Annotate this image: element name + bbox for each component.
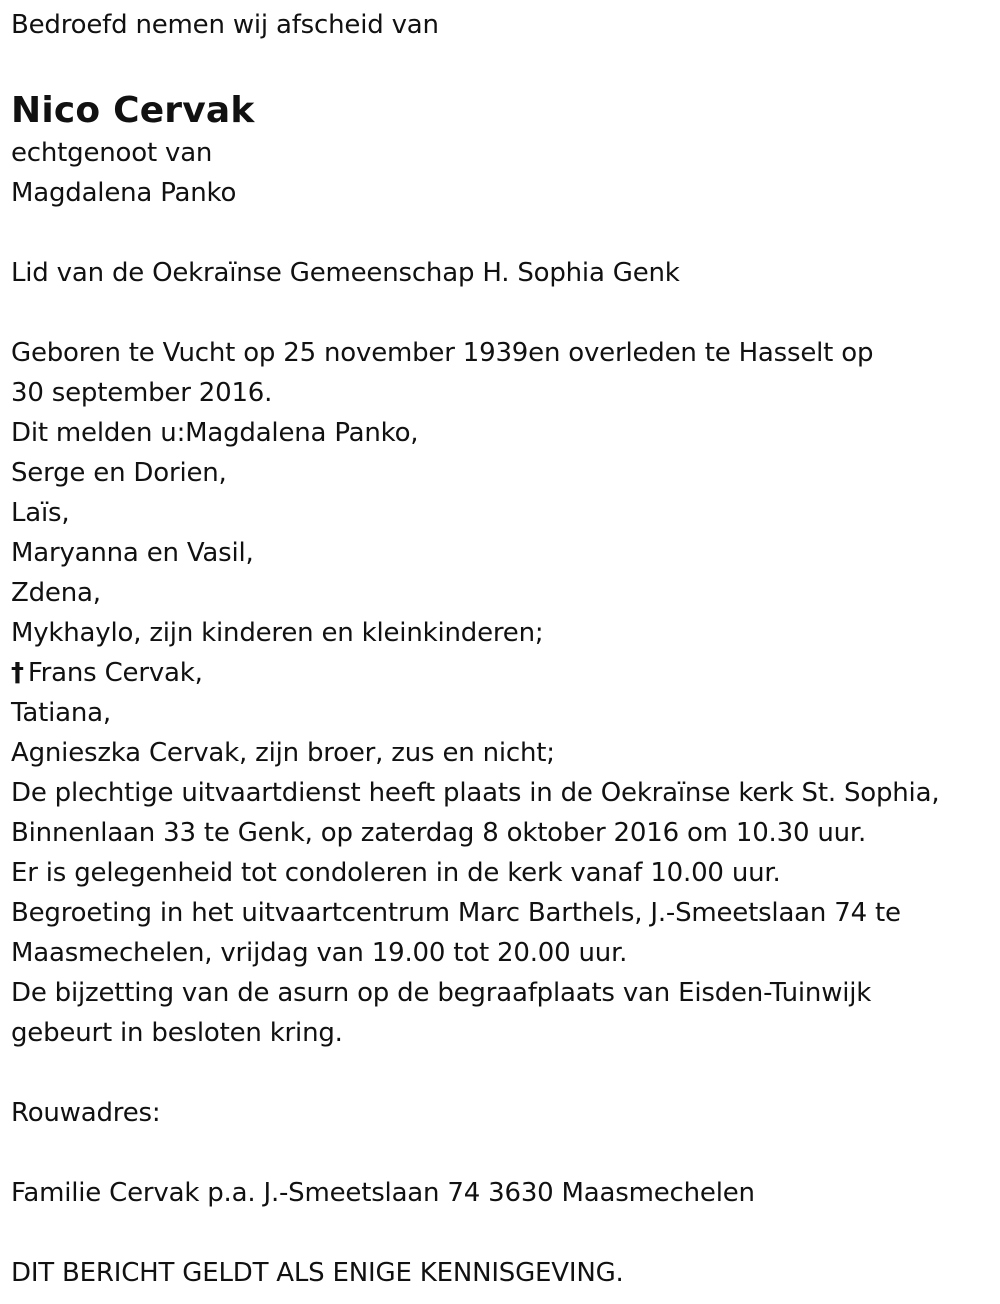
spacer	[11, 213, 991, 253]
deceased-relative-name: Frans Cervak,	[27, 658, 203, 688]
spouse-name: Magdalena Panko	[11, 178, 237, 208]
spacer	[11, 1133, 991, 1173]
notice-text: DIT BERICHT GELDT ALS ENIGE KENNISGEVING.	[11, 1258, 624, 1288]
spouse-label: echtgenoot van	[11, 138, 213, 168]
service-line: Er is gelegenheid tot condoleren in de kerk vanaf 10.00 uur.	[11, 858, 781, 888]
announcer-line: Laïs,	[11, 498, 70, 528]
sibling-line: Agnieszka Cervak, zijn broer, zus en nicht;	[11, 738, 555, 768]
service-line: De plechtige uitvaartdienst heeft plaats in de Oekraïnse kerk St. Sophia,	[11, 778, 940, 808]
service-line: De bijzetting van de asurn op de begraafplaats van Eisden-Tuinwijk	[11, 978, 872, 1008]
obituary-document	[11, 0, 991, 1293]
membership-text: Lid van de Oekraïnse Gemeenschap H. Sophia Genk	[11, 258, 680, 288]
service-line: Maasmechelen, vrijdag van 19.00 tot 20.00 uur.	[11, 938, 628, 968]
cross-icon: †	[11, 658, 24, 688]
announcer-line: Maryanna en Vasil,	[11, 538, 254, 568]
announcer-line: Dit melden u:Magdalena Panko,	[11, 418, 419, 448]
announcer-line: Mykhaylo, zijn kinderen en kleinkinderen;	[11, 618, 544, 648]
address-text: Familie Cervak p.a. J.-Smeetslaan 74 3630 Maasmechelen	[11, 1178, 755, 1208]
sibling-line: Tatiana,	[11, 698, 111, 728]
spacer	[11, 293, 991, 333]
intro-text: Bedroefd nemen wij afscheid van	[11, 10, 439, 40]
service-line: Begroeting in het uitvaartcentrum Marc Barthels, J.-Smeetslaan 74 te	[11, 898, 901, 928]
birth-death-line: 30 september 2016.	[11, 378, 273, 408]
spacer	[11, 1053, 991, 1093]
announcer-line: Zdena,	[11, 578, 101, 608]
service-line: Binnenlaan 33 te Genk, op zaterdag 8 oktober 2016 om 10.30 uur.	[11, 818, 867, 848]
spacer	[11, 1213, 991, 1253]
birth-death-line: Geboren te Vucht op 25 november 1939en overleden te Hasselt op	[11, 338, 874, 368]
service-line: gebeurt in besloten kring.	[11, 1018, 343, 1048]
deceased-name: Nico Cervak	[11, 90, 255, 131]
deceased-relative-line	[11, 653, 991, 693]
announcer-line: Serge en Dorien,	[11, 458, 227, 488]
address-label: Rouwadres:	[11, 1098, 161, 1128]
